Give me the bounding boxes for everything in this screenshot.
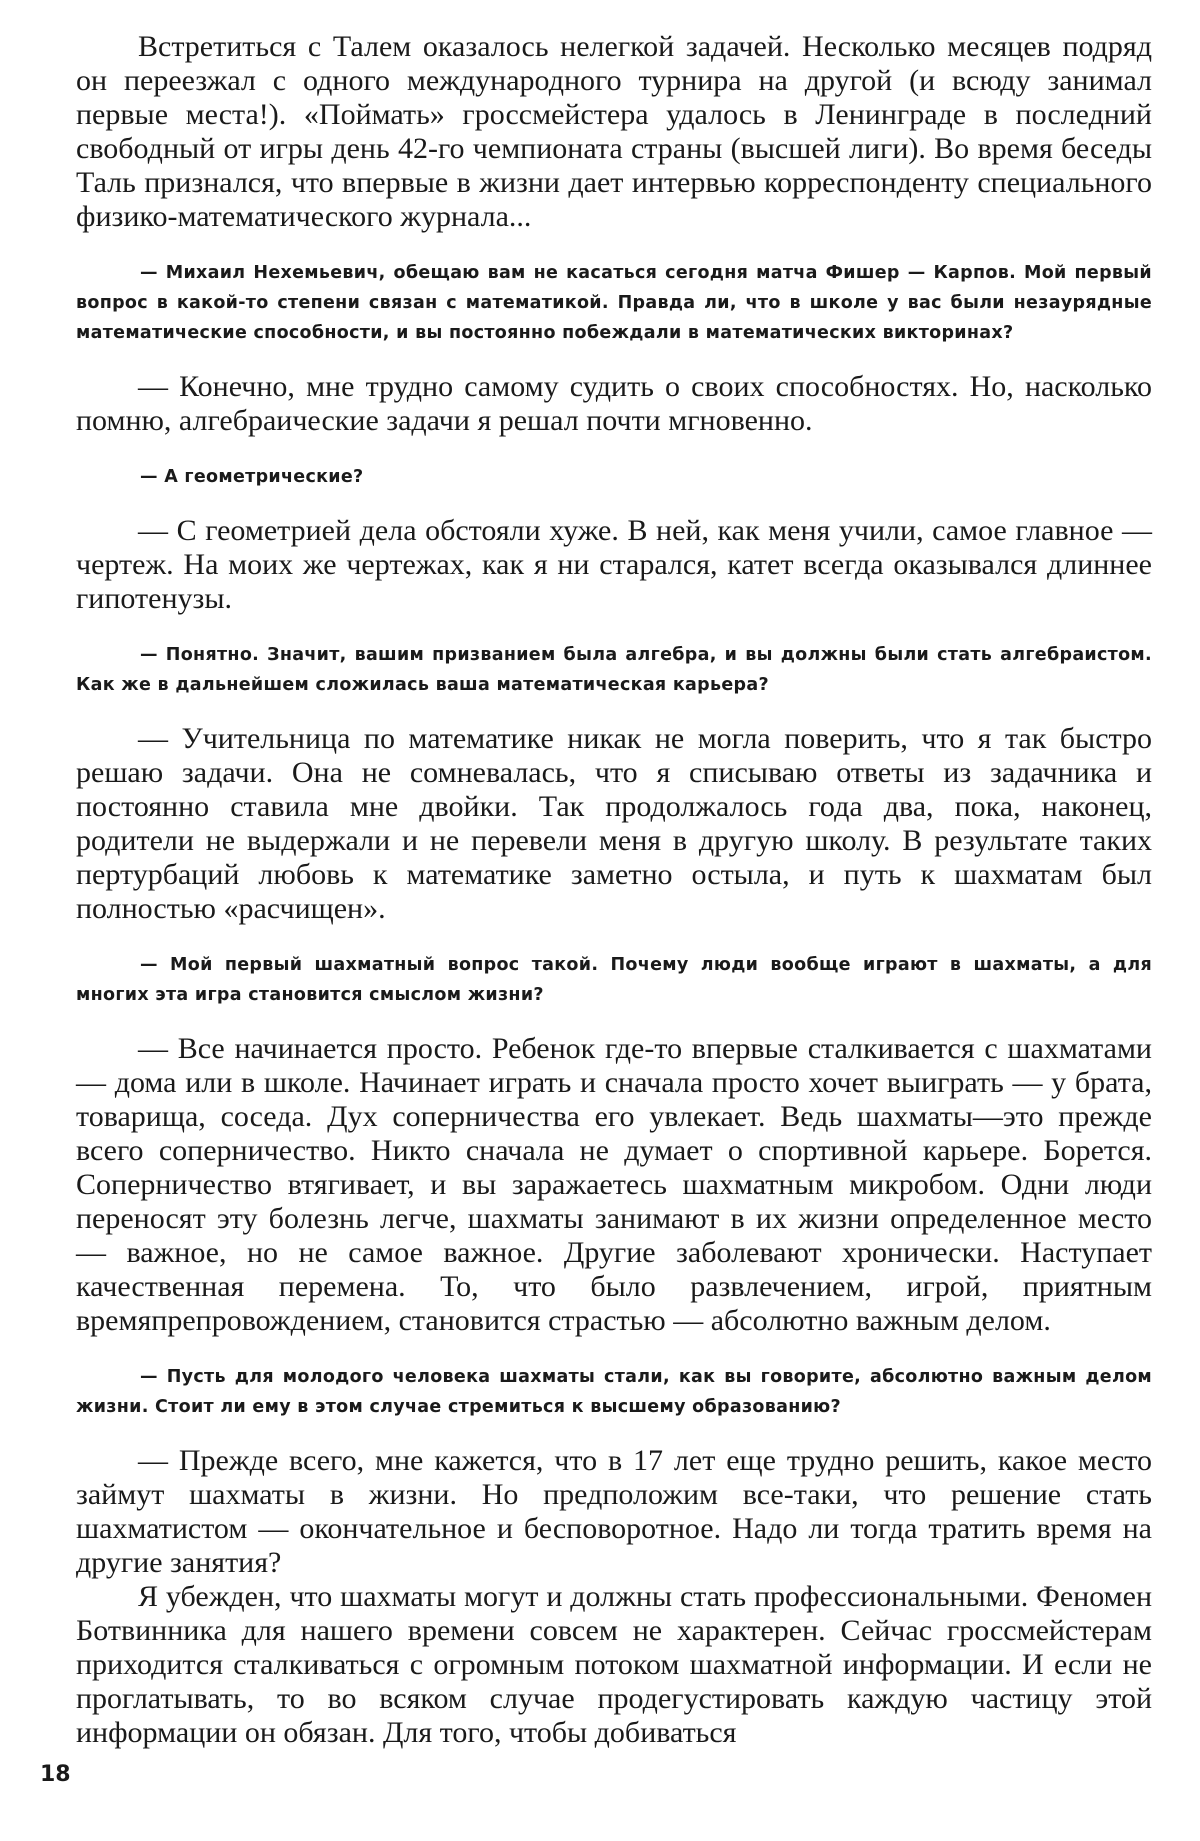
question-5: — Пусть для молодого человека шахматы стали, как вы говорите, абсолютно важным делом жизни. Стоит ли ему в этом случае стремиться к высшему образованию? [76,1367,1152,1417]
question-1: — Михаил Нехемьевич, обещаю вам не касаться сегодня матча Фишер — Карпов. Мой первый вопрос в какой-то степени связан с математикой. Правда ли, что в школе у вас были незаурядные математические способности, и вы постоянно побеждали в математических викторинах? [76,263,1152,343]
answer-1: — Конечно, мне трудно самому судить о своих способностях. Но, насколько помню, алгебраические задачи я решал почти мгновенно. [76,370,1152,437]
answer-5-continued: Я убежден, что шахматы могут и должны стать профессиональными. Феномен Ботвинника для нашего времени совсем не характерен. Сейчас гроссмейстерам приходится сталкиваться с огромным потоком шахматной информации. И если не проглатывать, то во всяком случае продегустировать каждую частицу этой информации он обязан. Для того, чтобы добиваться [76,1580,1152,1749]
answer-4: — Все начинается просто. Ребенок где-то впервые сталкивается с шахматами — дома или в школе. Начинает играть и сначала просто хочет выиграть — у брата, товарища, соседа. Дух соперничества его увлекает. Ведь шахматы—это прежде всего соперничество. Никто сначала не думает о спортивной карьере. Борется. Соперничество втягивает, и вы заражаетесь шахматным микробом. Одни люди переносят эту болезнь легче, шахматы занимают в их жизни определенное место — важное, но не самое важное. Другие заболевают хронически. Наступает качественная перемена. То, что было развлечением, игрой, приятным времяпрепровождением, становится страстью — абсолютно важным делом. [76,1032,1152,1337]
answer-2: — С геометрией дела обстояли хуже. В ней, как меня учили, самое главное — чертеж. На моих же чертежах, как я ни старался, катет всегда оказывался длиннее гипотенузы. [76,514,1152,615]
intro-paragraph: Встретиться с Талем оказалось нелегкой задачей. Несколько месяцев подряд он переезжал с одного международного турнира на другой (и всюду занимал первые места!). «Поймать» гроссмейстера удалось в Ленинграде в последний свободный от игры день 42-го чемпионата страны (высшей лиги). Во время беседы Таль признался, что впервые в жизни дает интервью корреспонденту специального физико-математического журнала... [76,30,1152,233]
page-number: 18 [40,1762,71,1787]
page-body [76,30,1152,1750]
answer-5: — Прежде всего, мне кажется, что в 17 лет еще трудно решить, какое место займут шахматы в жизни. Но предположим все-таки, что решение стать шахматистом — окончательное и бесповоротное. Надо ли тогда тратить время на другие занятия? [76,1444,1152,1579]
question-3: — Понятно. Значит, вашим призванием была алгебра, и вы должны были стать алгебраистом. Как же в дальнейшем сложилась ваша математическая карьера? [76,645,1152,695]
question-4: — Мой первый шахматный вопрос такой. Почему люди вообще играют в шахматы, а для многих эта игра становится смыслом жизни? [76,955,1152,1005]
question-2: — А геометрические? [140,467,364,487]
answer-3: — Учительница по математике никак не могла поверить, что я так быстро решаю задачи. Она не сомневалась, что я списываю ответы из задачника и постоянно ставила мне двойки. Так продолжалось года два, пока, наконец, родители не выдержали и не перевели меня в другую школу. В результате таких пертурбаций любовь к математике заметно остыла, и путь к шахматам был полностью «расчищен». [76,722,1152,925]
